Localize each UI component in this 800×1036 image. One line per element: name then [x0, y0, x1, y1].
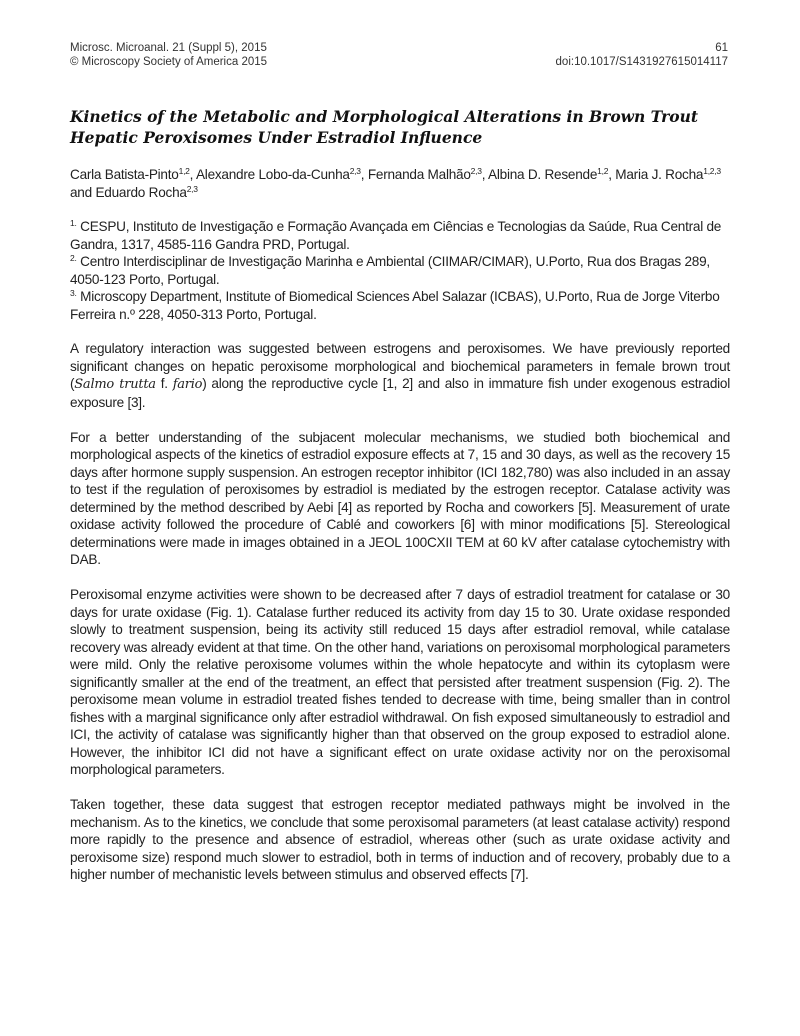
author-separator: and [70, 184, 96, 200]
affiliation-item [70, 253, 730, 288]
affiliation-item [70, 288, 730, 323]
author-name: Eduardo Rocha [95, 184, 187, 200]
paragraph-results: Peroxisomal enzyme activities were shown to be decreased after 7 days of estradiol treatment for catalase or 30 days for urate oxidase (Fig. 1). Catalase further reduced its activity from day 15 to 30. Urate oxidase responded slowly to treatment suspension, being its activity still reduced 15 days after estradiol removal, while catalase recovery was already evident at that time. On the other hand, variations on peroxisomal morphological parameters were mild. Only the relative peroxisome volumes within the whole hepatocyte and within its cytoplasm were significantly smaller at the end of the treatment, an effect that persisted after treatment suspension (Fig. 2). The peroxisome mean volume in estradiol treated fishes tended to decrease with time, being smaller than in control fishes with a marginal significance only after estradiol withdrawal. On fish exposed simultaneously to estradiol and ICI, the activity of catalase was significantly higher than that observed on the group exposed to estradiol alone. However, the inhibitor ICI did not have a significant effect on urate oxidase activity nor on the peroxisomal morphological parameters. [70, 587, 730, 777]
page-header [70, 41, 728, 69]
paragraph-introduction [70, 340, 730, 411]
author-name: Fernanda Malhão [367, 167, 471, 182]
author-separator: , [481, 167, 489, 182]
author-separator: , [608, 167, 616, 182]
author-affiliation-marker: 1,2 [178, 166, 190, 176]
author-name: Carla Batista-Pinto [70, 167, 179, 182]
author-separator: , [189, 167, 196, 182]
doi: doi:10.1017/S1431927615014117 [555, 56, 728, 68]
paragraph-methods: For a better understanding of the subjacent molecular mechanisms, we studied both biochemical and morphological aspects of the kinetics of estradiol exposure effects at 7, 15 and 30 days, as well as the recovery 15 days after hormone supply suspension. An estrogen receptor inhibitor (ICI 182,780) was also included in an assay to test if the regulation of peroxisomes by estradiol is mediated by the estrogen receptor. Catalase activity was determined by the method described by Aebi [4] as reported by Rocha and coworkers [5]. Measurement of urate oxidase activity followed the procedure of Cablé and coworkers [6] with minor modifications [5]. Stereological determinations were made in images obtained in a JEOL 100CXII TEM at 60 kV after catalase cytochemistry with DAB. [70, 429, 730, 567]
paragraph-conclusion: Taken together, these data suggest that estrogen receptor mediated pathways might be involved in the mechanism. As to the kinetics, we conclude that some peroxisomal parameters (at least catalase activity) respond more rapidly to the presence and absence of estradiol, whereas other (such as urate oxidase activity and peroxisome size) respond much slower to estradiol, both in terms of induction and of recovery, probably due to a higher number of mechanistic levels between stimulus and observed effects [7]. [70, 797, 730, 882]
affiliation-number: 3. [70, 288, 77, 298]
affiliation-number: 2. [70, 253, 77, 263]
author-affiliation-marker: 2,3 [186, 183, 198, 194]
author-list [70, 166, 730, 201]
header-row-bottom [70, 55, 728, 69]
affiliation-list [70, 218, 730, 323]
author-affiliation-marker: 1,2,3 [703, 166, 721, 176]
affiliation-item [70, 218, 730, 253]
affiliation-text: CESPU, Instituto de Investigação e Formação Avançada em Ciências e Tecnologias da Saúde, Rua Central de Gandra, 1317, 4585-116 Gandra PRD, Portugal. [70, 219, 722, 252]
paper-body [70, 166, 730, 901]
paper-title: Kinetics of the Metabolic and Morphological Alterations in Brown Trout Hepatic Peroxisomes Under Estradiol Influence [70, 107, 698, 147]
author-separator: , [360, 167, 368, 182]
author-affiliation-marker: 2,3 [349, 166, 361, 176]
author-name: Albina D. Resende [488, 167, 598, 182]
header-row-top [70, 41, 728, 55]
author-name: Maria J. Rocha [615, 167, 704, 182]
journal-citation: Microsc. Microanal. 21 (Suppl 5), 2015 [70, 42, 267, 54]
forma-name: fario [172, 377, 203, 392]
species-name: Salmo trutta [74, 377, 156, 392]
author-affiliation-marker: 2,3 [470, 166, 482, 176]
intro-text-start: A regulatory interaction was suggested between estrogens and peroxisomes. We have previously reported significant changes on hepatic peroxisome morphological and biochemical parameters in female brown trout ( [70, 341, 730, 391]
affiliation-text: Centro Interdisciplinar de Investigação Marinha e Ambiental (CIIMAR/CIMAR), U.Porto, Rua dos Bragas 289, 4050-123 Porto, Portugal. [70, 254, 710, 287]
author-affiliation-marker: 1,2 [597, 166, 609, 176]
affiliation-text: Microscopy Department, Institute of Biomedical Sciences Abel Salazar (ICBAS), U.Porto, Rua de Jorge Viterbo Ferreira n.º 228, 4050-313 Porto, Portugal. [70, 289, 720, 322]
forma-abbrev: f. [155, 376, 173, 391]
author-name: Alexandre Lobo-da-Cunha [195, 167, 350, 182]
affiliation-number: 1. [70, 218, 77, 228]
page-number: 61 [715, 42, 728, 54]
intro-text-end: ) along the reproductive cycle [1, 2] and also in immature fish under exogenous estradiol exposure [3]. [70, 376, 730, 410]
copyright-notice: © Microscopy Society of America 2015 [70, 56, 268, 68]
